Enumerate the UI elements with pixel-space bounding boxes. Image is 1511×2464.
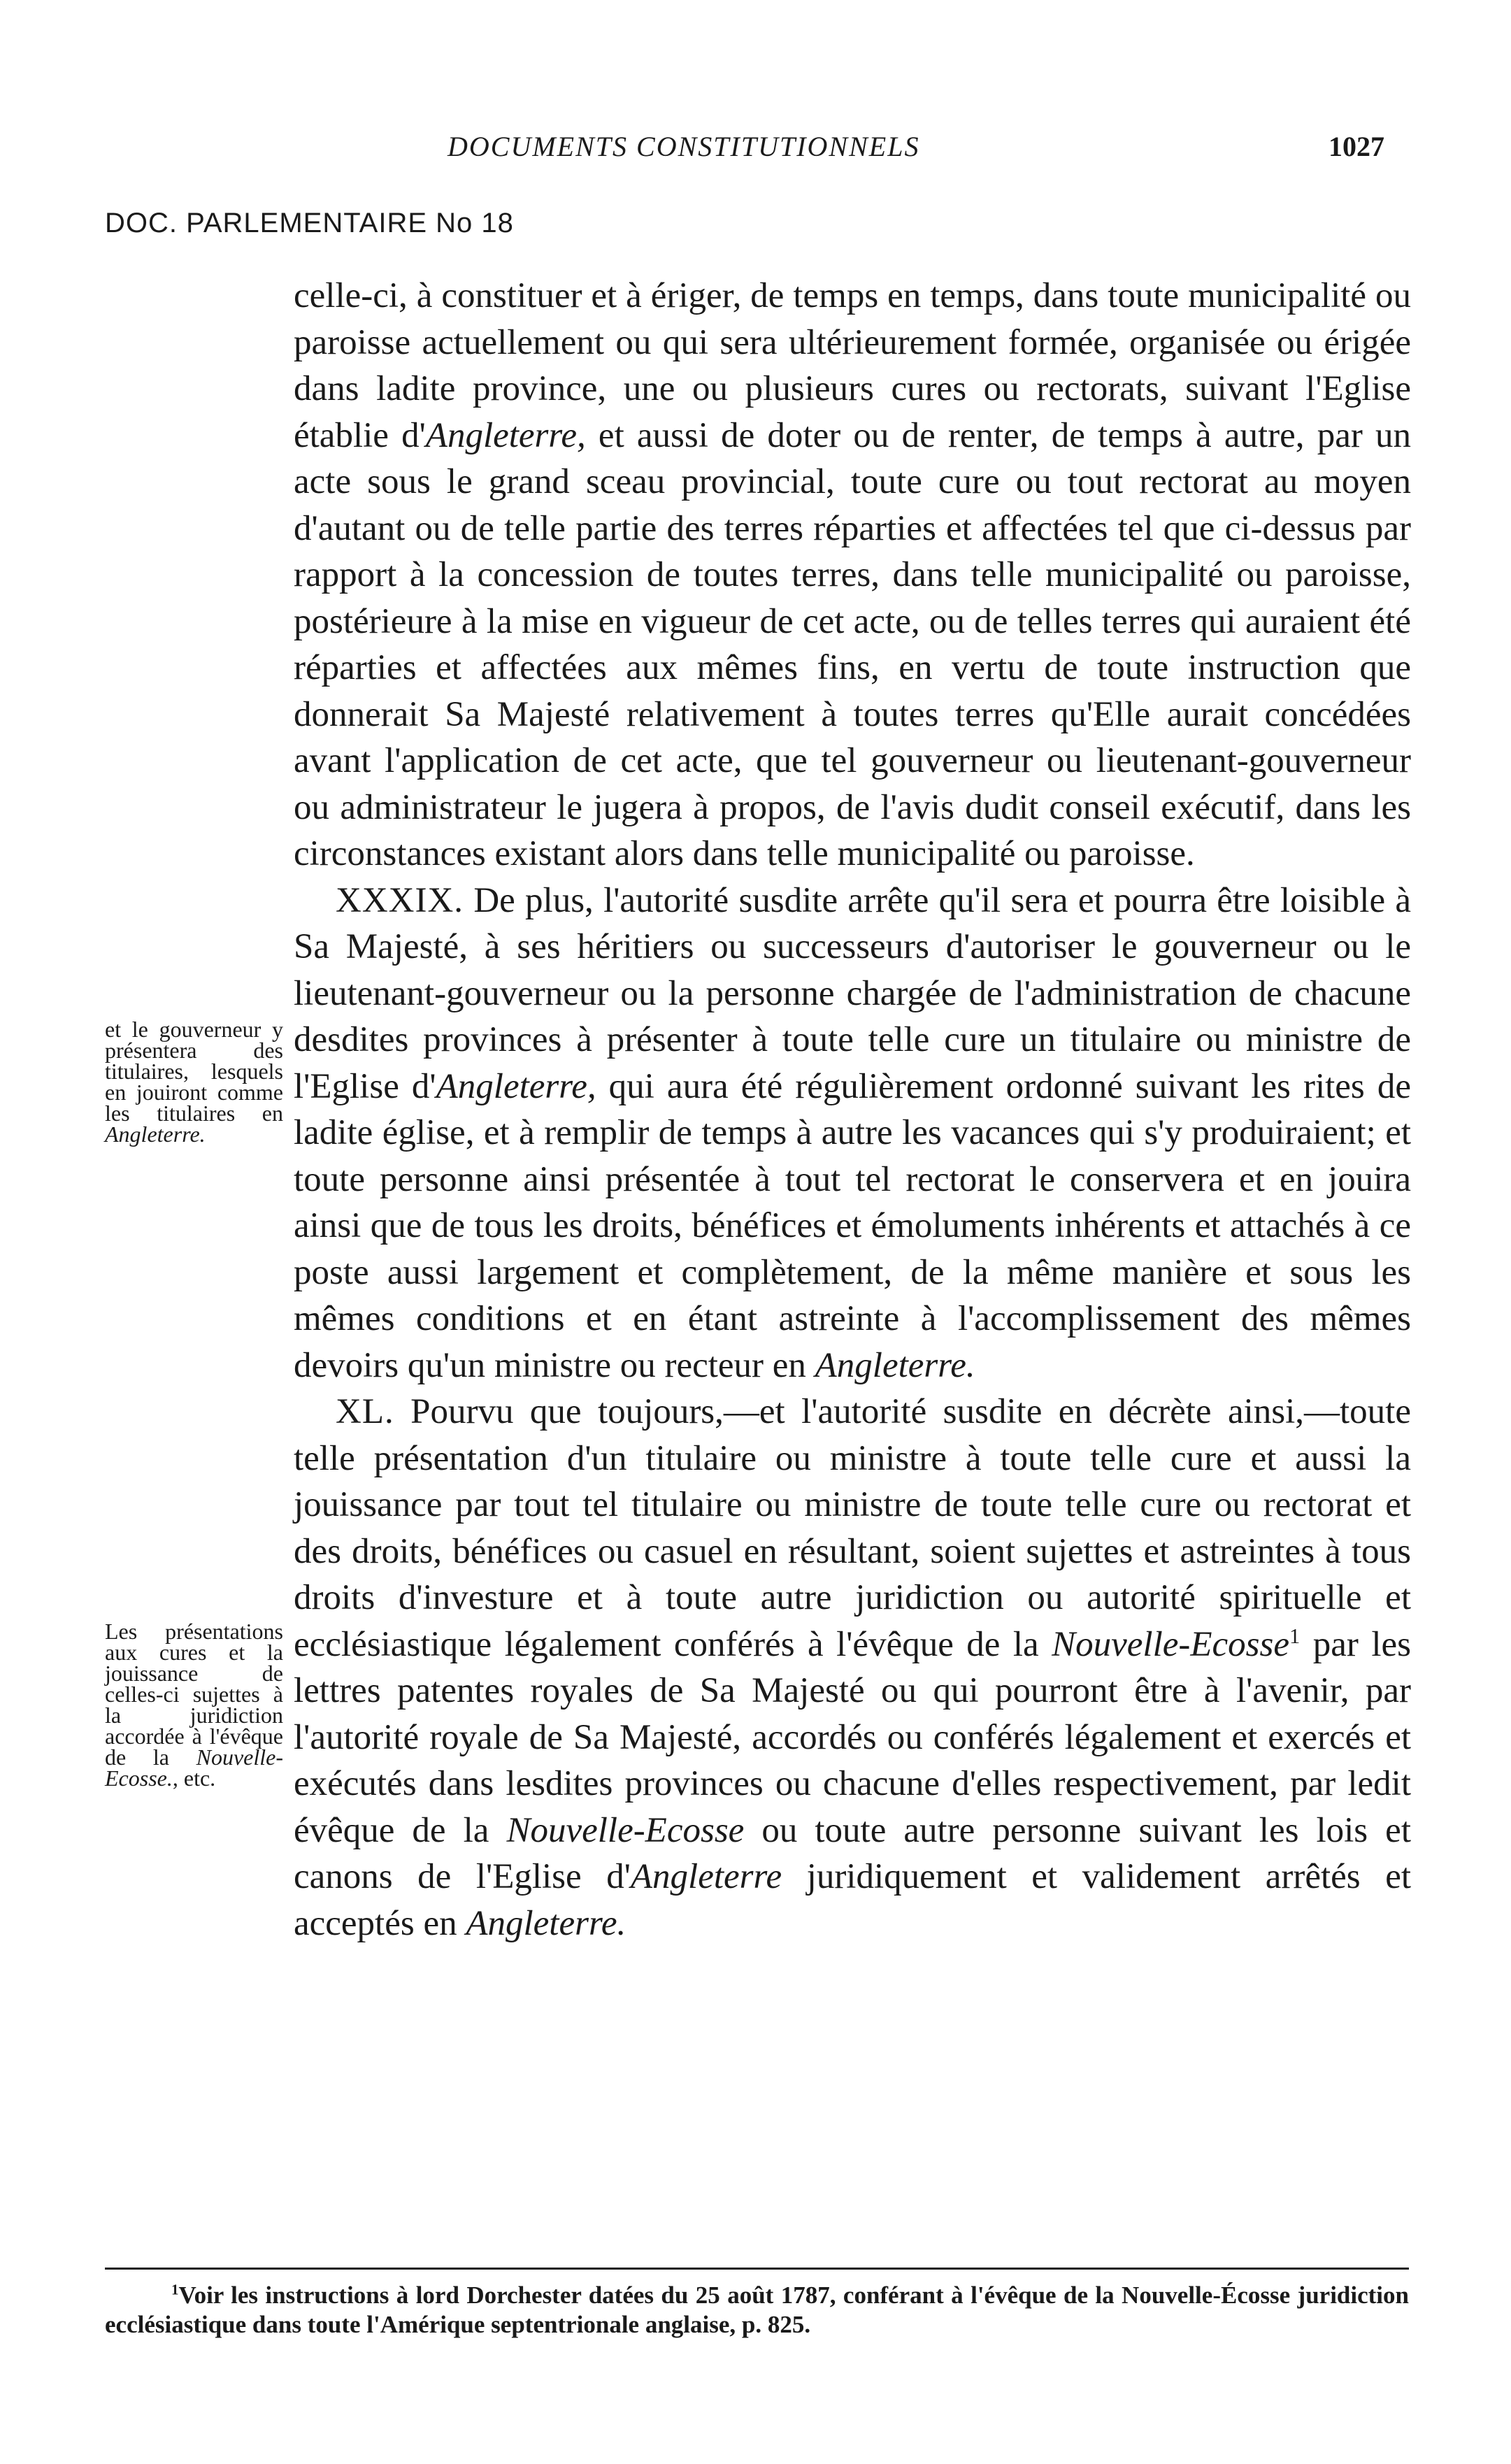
marginal-note-1: et le gouverneur y présentera des titulaires, lesquels en jouiront comme les titulaires en Angleterre. (105, 1017, 283, 1147)
paragraph-continuation: celle-ci, à constituer et à ériger, de temps en temps, dans toute municipalité ou paroisse actuellement ou qui sera ultérieurement formée, organisée ou érigée dans ladite province, une ou plusieurs cures ou rectorats, suivant l'Eglise établie d'Angleterre, et aussi de doter ou de renter, de temps à autre, par un acte sous le grand sceau provincial, toute cure ou tout rectorat au moyen d'autant ou de telle partie des terres réparties et affectées tel que ci-dessus par rapport à la concession de toutes terres, dans telle municipalité ou paroisse, postérieure à la mise en vigueur de cet acte, ou de telles terres qui auraient été réparties et affectées aux mêmes fins, en vertu de toute instruction que donnerait Sa Majesté relativement à toutes terres qu'Elle aurait concédées avant l'application de cet acte, que tel gouverneur ou lieutenant-gouverneur ou administrateur le jugera à propos, de l'avis dudit conseil exécutif, dans les circonstances existant alors dans telle municipalité ou paroisse. (294, 276, 1412, 873)
section-40: XL. Pourvu que toujours,—et l'autorité susdite en décrète ainsi,—toute telle présentation d'un titulaire ou ministre à toute telle cure et aussi la jouissance par tout tel titulaire ou ministre de toute telle cure ou rectorat et des droits, bénéfices ou casuel en résultant, soient sujettes et astreintes à tous droits d'investure et à toute autre juridiction ou autorité spirituelle et ecclésiastique légalement conférés à l'évêque de la Nouvelle-Ecosse$^1$ par les lettres patentes royales de Sa Majesté ou qui pourront être à l'avenir, par l'autorité royale de Sa Majesté, accordés ou conférés légalement et exercés et exécutés dans lesdites provinces ou chacune d'elles respectivement, par ledit évêque de la Nouvelle-Ecosse ou toute autre personne suivant les lois et canons de l'Eglise d'Angleterre juridiquement et validement arrêtés et acceptés en Angleterre. (294, 1392, 1411, 1943)
marginal-note-2: Les présentations aux cures et la jouissance de celles-ci sujettes à la juridiction accordée à l'évêque de la Nouvelle-Ecosse., etc. (105, 1619, 283, 1791)
footnote-reference: 1 (1289, 1624, 1301, 1648)
document-label: DOC. PARLEMENTAIRE No 18 (105, 208, 514, 238)
footnote-marker: 1 (171, 2281, 179, 2298)
section-number: XXXIX. (336, 880, 464, 920)
footnote-text: Voir les instructions à lord Dorchester datées du 25 août 1787, conférant à l'évêque de la Nouvelle-Écosse juridiction ecclésiastique dans toute l'Amérique septentrionale anglaise, p. 825. (105, 2282, 1409, 2338)
emphasis: Angleterre. (466, 1903, 626, 1943)
emphasis: Angleterre, (425, 415, 586, 455)
section-number: XL. (336, 1392, 394, 1431)
emphasis: Nouvelle-Ecosse (1052, 1624, 1290, 1664)
emphasis: Angleterre. (815, 1345, 975, 1385)
running-title: DOCUMENTS CONSTITUTIONNELS (447, 131, 920, 162)
footnote-divider (105, 2268, 1409, 2270)
emphasis: Angleterre, (436, 1066, 596, 1106)
emphasis: Angleterre. (105, 1122, 206, 1147)
emphasis: Angleterre (630, 1857, 782, 1896)
emphasis: Nouvelle-Ecosse (506, 1810, 745, 1850)
section-39: XXXIX. De plus, l'autorité susdite arrête qu'il sera et pourra être loisible à Sa Majesté, à ses héritiers ou successeurs d'autoriser le gouverneur ou le lieutenant-gouverneur ou la personne chargée de l'administration de chacune desdites provinces à présenter à toute telle cure un titulaire ou ministre de l'Eglise d'Angleterre, qui aura été régulièrement ordonné suivant les rites de ladite église, et à remplir de temps à autre les vacances qui s'y produiraient; et toute personne ainsi présentée à tout tel rectorat le conservera et en jouira ainsi que de tous les droits, bénéfices et émoluments inhérents et attachés à ce poste aussi largement et complètement, de la même manière et sous les mêmes conditions et en étant astreinte à l'accomplissement des mêmes devoirs qu'un ministre ou recteur en Angleterre. (294, 880, 1412, 1385)
page-number: 1027 (1329, 131, 1384, 162)
main-text (294, 273, 1411, 1947)
emphasis: Nouvelle-Ecosse. (105, 1745, 283, 1791)
footnote (105, 2281, 1409, 2340)
